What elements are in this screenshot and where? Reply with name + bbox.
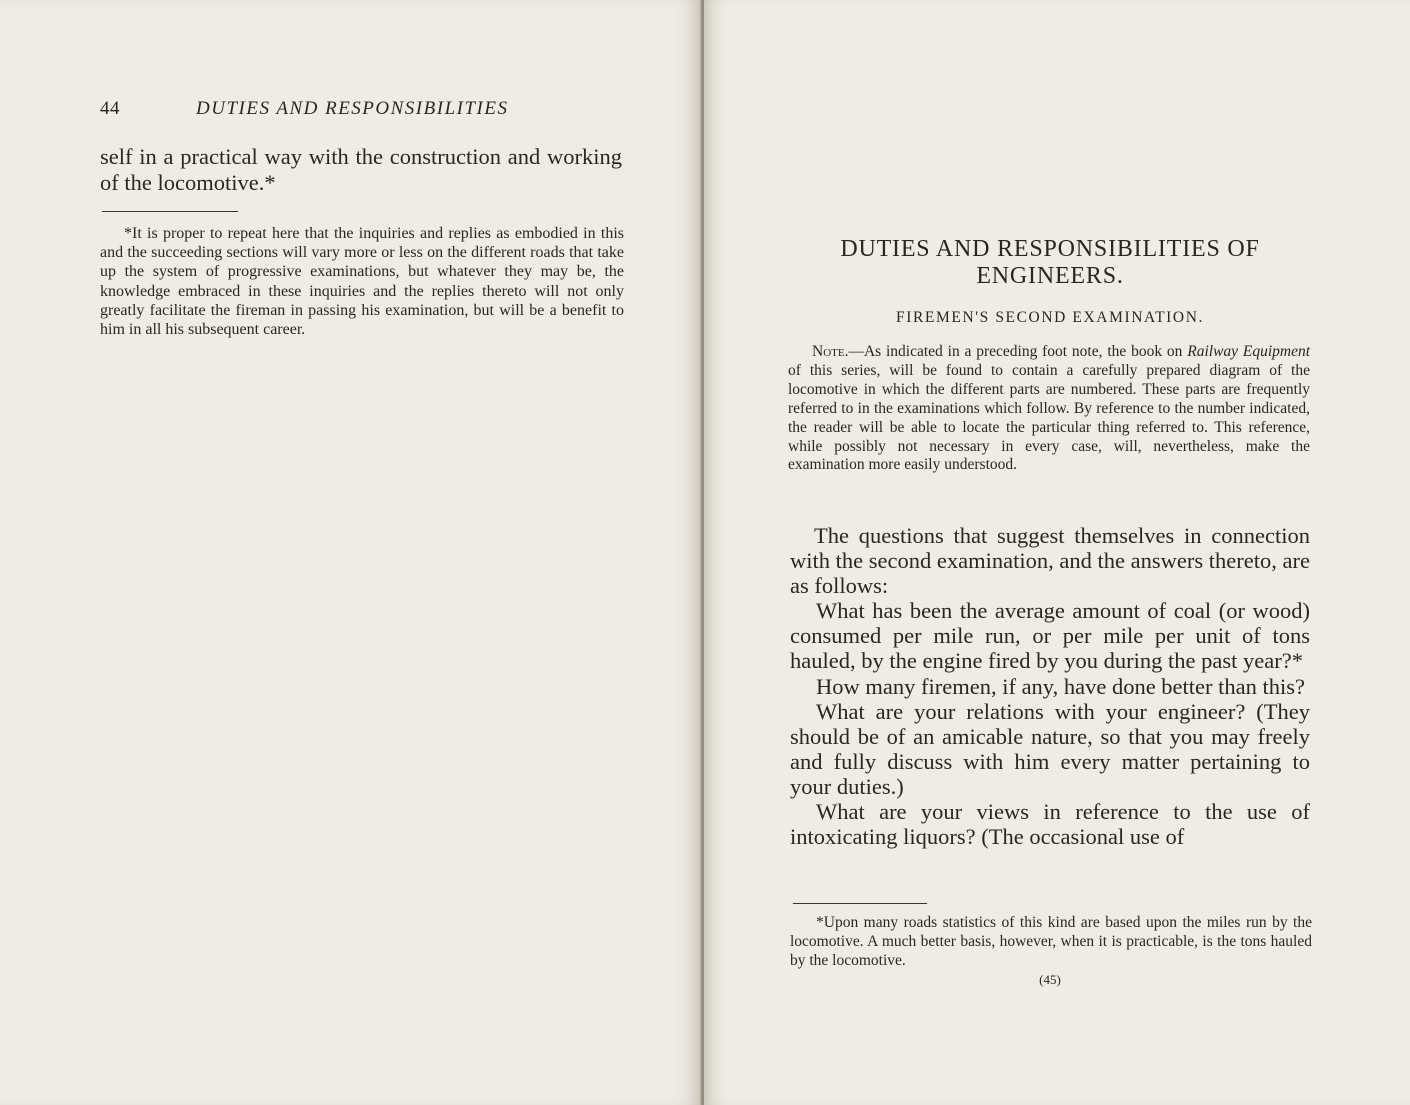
note-label: Note. xyxy=(812,343,849,360)
note-paragraph xyxy=(788,343,1310,475)
body-text-right xyxy=(790,523,1310,849)
footnote-rule xyxy=(793,903,927,904)
paragraph-intro: The questions that suggest themselves in connection with the second examination, and the answers thereto, are as follows: xyxy=(790,523,1310,599)
body-text: self in a practical way with the construction and working of the locomotive.* xyxy=(100,144,622,195)
chapter-title: DUTIES AND RESPONSIBILITIES OF ENGINEERS. xyxy=(840,236,1260,289)
paragraph-question-coal: What has been the average amount of coal (or wood) consumed per mile run, or per mile per unit of tons hauled, by the engine fired by you during the past year?* xyxy=(790,598,1310,674)
paragraph-question-relations: What are your relations with your engineer? (They should be of an amicable nature, so that you may freely and fully discuss with him every matter pertaining to your duties.) xyxy=(790,698,1310,799)
running-head xyxy=(100,98,640,120)
footnote-rule xyxy=(102,211,238,212)
page-number: (45) xyxy=(1039,972,1061,987)
section-subheading: FIREMEN'S SECOND EXAMINATION. xyxy=(896,309,1204,326)
footnote: *It is proper to repeat here that the inquiries and replies as embodied in this and the succeeding sections will vary more or less on the different roads that take up the system of progressive examinations, but whatever they may be, the knowledge embraced in these inquiries and the replies thereto will not only greatly facilitate the fireman in passing his examination, but will be a benefit to him in all his subsequent career. xyxy=(100,225,624,339)
running-head-title: DUTIES AND RESPONSIBILITIES xyxy=(196,98,509,119)
note-text-before: —As indicated in a preceding foot note, the book on xyxy=(848,343,1188,360)
paragraph-question-firemen: How many firemen, if any, have done better than this? xyxy=(816,673,1306,699)
note-book-title: Railway Equipment xyxy=(1187,343,1311,360)
page-number: 44 xyxy=(100,98,120,119)
note-text-after: of this series, will be found to contain a carefully prepared diagram of the locomotive in which the different parts are numbered. These parts are frequently referred to in the examinations which follow. By reference to the number indicated, the reader will be able to locate the particular thing referred to. This reference, while possibly not necessary in every case, will, nevertheless, make the examination more easily understood. xyxy=(788,361,1310,474)
footnote: *Upon many roads statistics of this kind are based upon the miles run by the locomotive. A much better basis, however, when it is practicable, is the tons hauled by the locomotive. xyxy=(790,914,1312,969)
paragraph-question-liquors: What are your views in reference to the use of intoxicating liquors? (The occasional use of xyxy=(790,799,1310,850)
left-page xyxy=(0,0,702,1105)
